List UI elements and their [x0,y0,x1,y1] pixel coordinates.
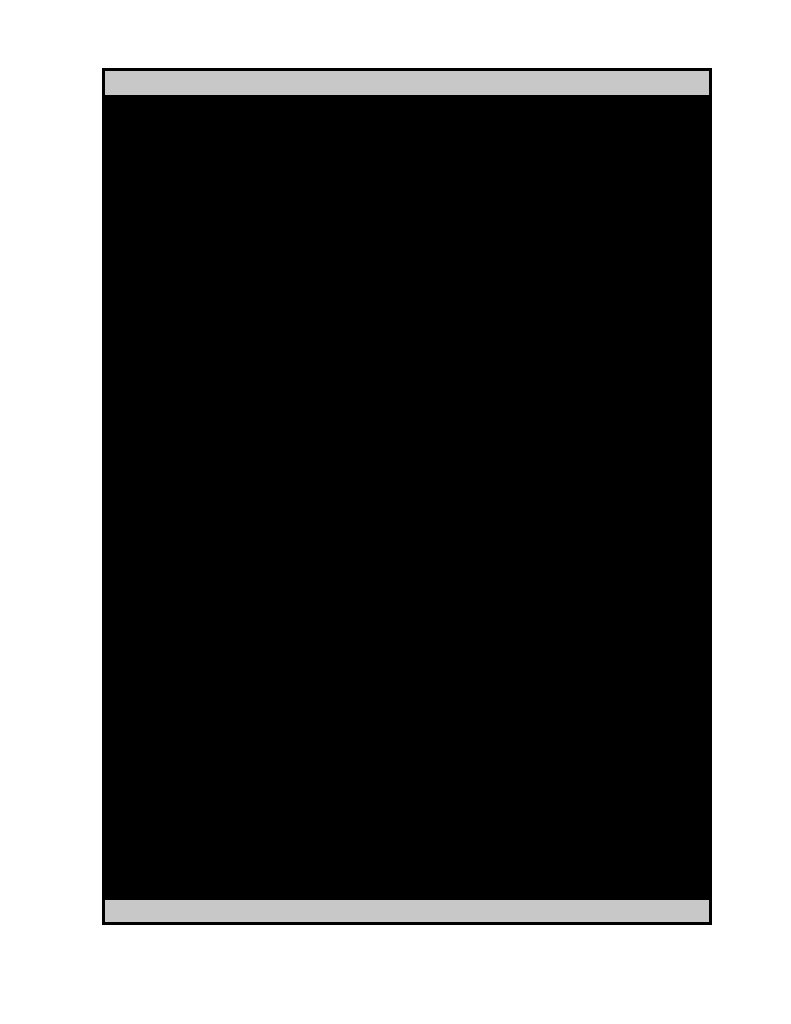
schedule-table [102,68,712,925]
field-header-row [105,97,709,172]
schedule-title [105,71,709,97]
footer-bar [105,898,709,922]
